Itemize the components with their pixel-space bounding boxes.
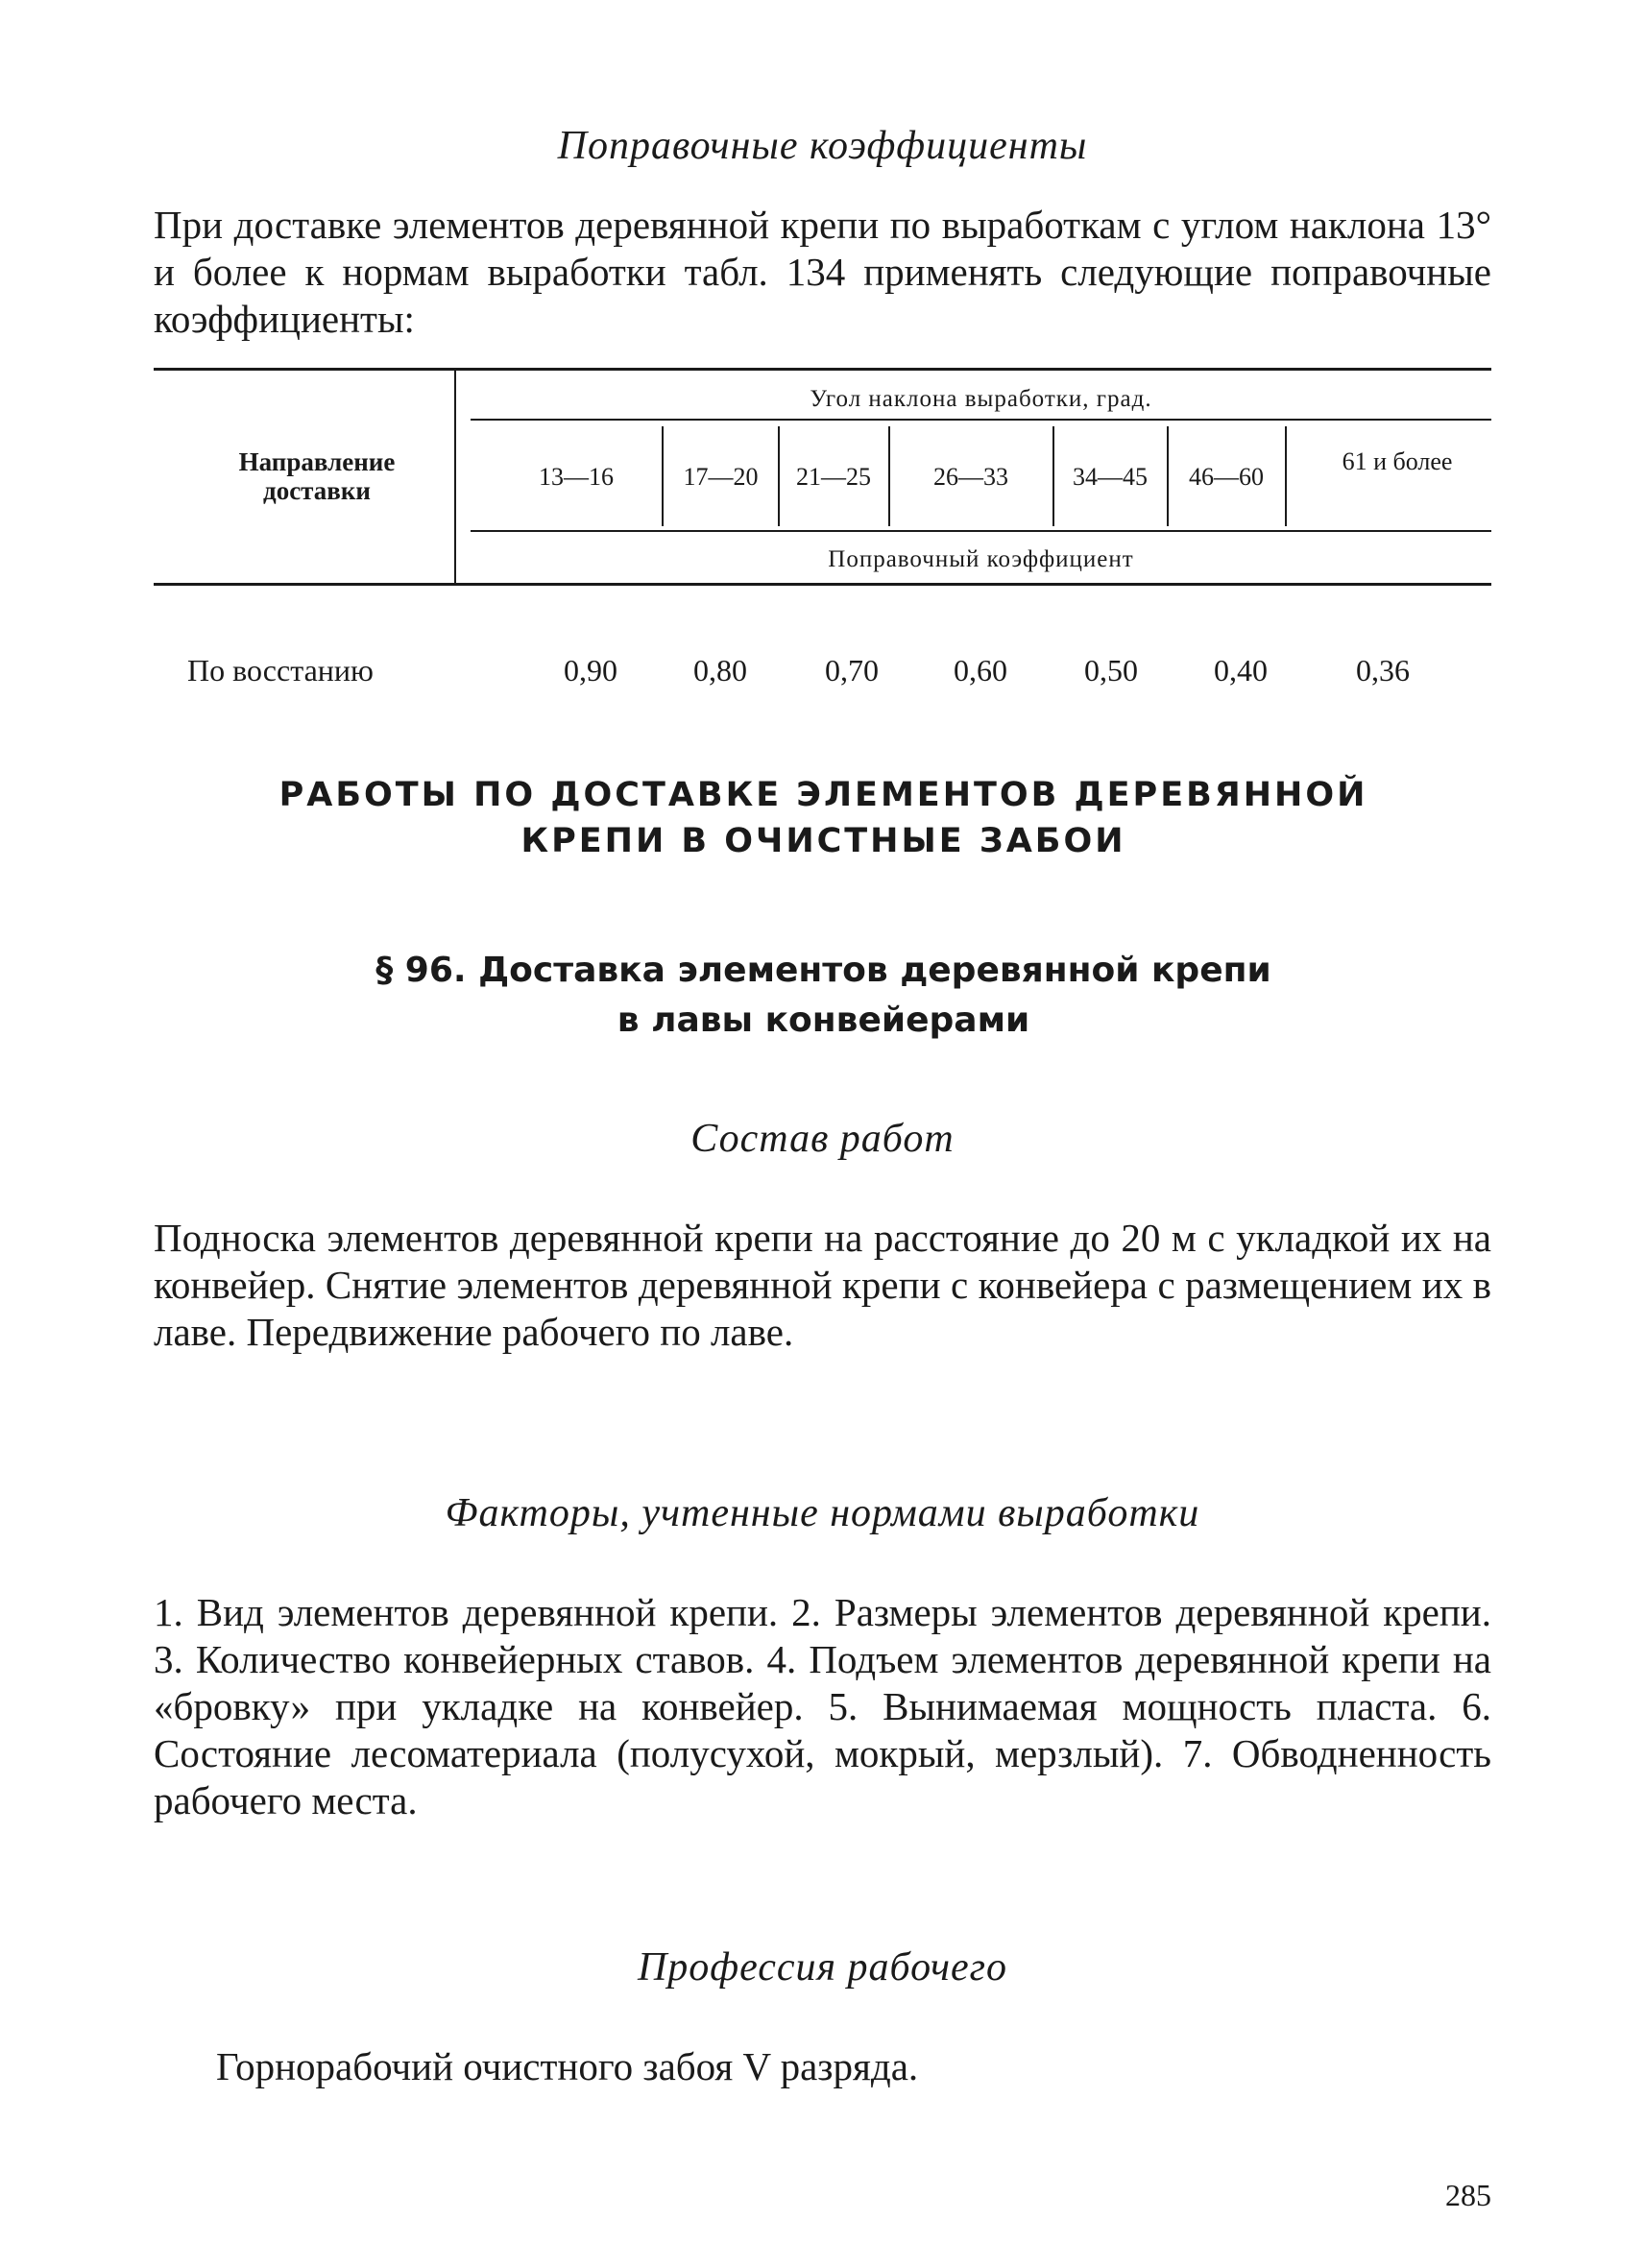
table-stub-divider [454,371,456,583]
table-coef-rule [471,530,1491,532]
col-divider [662,426,664,526]
profession-title: Профессия рабочего [637,1945,1008,1990]
section-heading: РАБОТЫ ПО ДОСТАВКЕ ЭЛЕМЕНТОВ ДЕРЕВЯННОЙ КРЕПИ В ОЧИСТНЫЕ ЗАБОИ [278,776,1368,860]
col-header: 13—16 [539,463,614,491]
correction-intro: При доставке элементов деревянной крепи по выработкам с углом наклона 13° и более к нормам выработки табл. 134 применять следующие поправочные коэффициенты: [154,203,1491,341]
col-header: 17—20 [683,463,759,491]
col-header: 46—60 [1189,463,1264,491]
table-cell: 0,60 [954,653,1007,688]
col-header: 21—25 [796,463,871,491]
table-cell: 0,40 [1214,653,1268,688]
composition-text: Подноска элементов деревянной крепи на расстояние до 20 м с укладкой их на конвейер. Снятие элементов деревянной крепи с конвейера с размещением их в лаве. Передвижение рабочего по лаве. [154,1216,1491,1354]
page-number: 285 [1445,2178,1491,2212]
correction-title: Поправочные коэффициенты [557,124,1088,168]
col-direction-header: Направление доставки [238,447,396,505]
composition-title: Состав работ [690,1117,955,1161]
col-divider [1285,426,1287,526]
table-cell: 0,50 [1084,653,1138,688]
paragraph-96-title: § 96. Доставка элементов деревянной крепи в лавы конвейерами [375,951,1271,1040]
row-label: По восстанию [187,653,374,688]
table-cell: 0,70 [825,653,879,688]
table-bottom-rule [154,583,1491,586]
table-angle-rule [471,419,1491,421]
table-cell: 0,90 [564,653,617,688]
table-cell: 0,36 [1356,653,1410,688]
col-header: 26—33 [933,463,1008,491]
table-top-rule [154,368,1491,371]
factors-text: 1. Вид элементов деревянной крепи. 2. Размеры элементов деревянной крепи. 3. Количество конвейерных ставов. 4. Подъем элементов деревянной крепи на «бровку» при укладке на конвейер. 5. Вынимаемая мощность пласта. 6. Состояние лесоматериала (полусухой, мокрый, мерзлый). 7. Обводненность рабочего места. [154,1590,1491,1822]
coef-header: Поправочный коэффициент [828,546,1134,572]
angle-header: Угол наклона выработки, град. [810,386,1152,412]
col-header: 61 и более [1342,447,1453,475]
table-cell: 0,80 [693,653,747,688]
col-header: 34—45 [1073,463,1148,491]
profession-text: Горнорабочий очистного забоя V разряда. [216,2044,919,2088]
factors-title: Факторы, учтенные нормами выработки [445,1491,1200,1535]
